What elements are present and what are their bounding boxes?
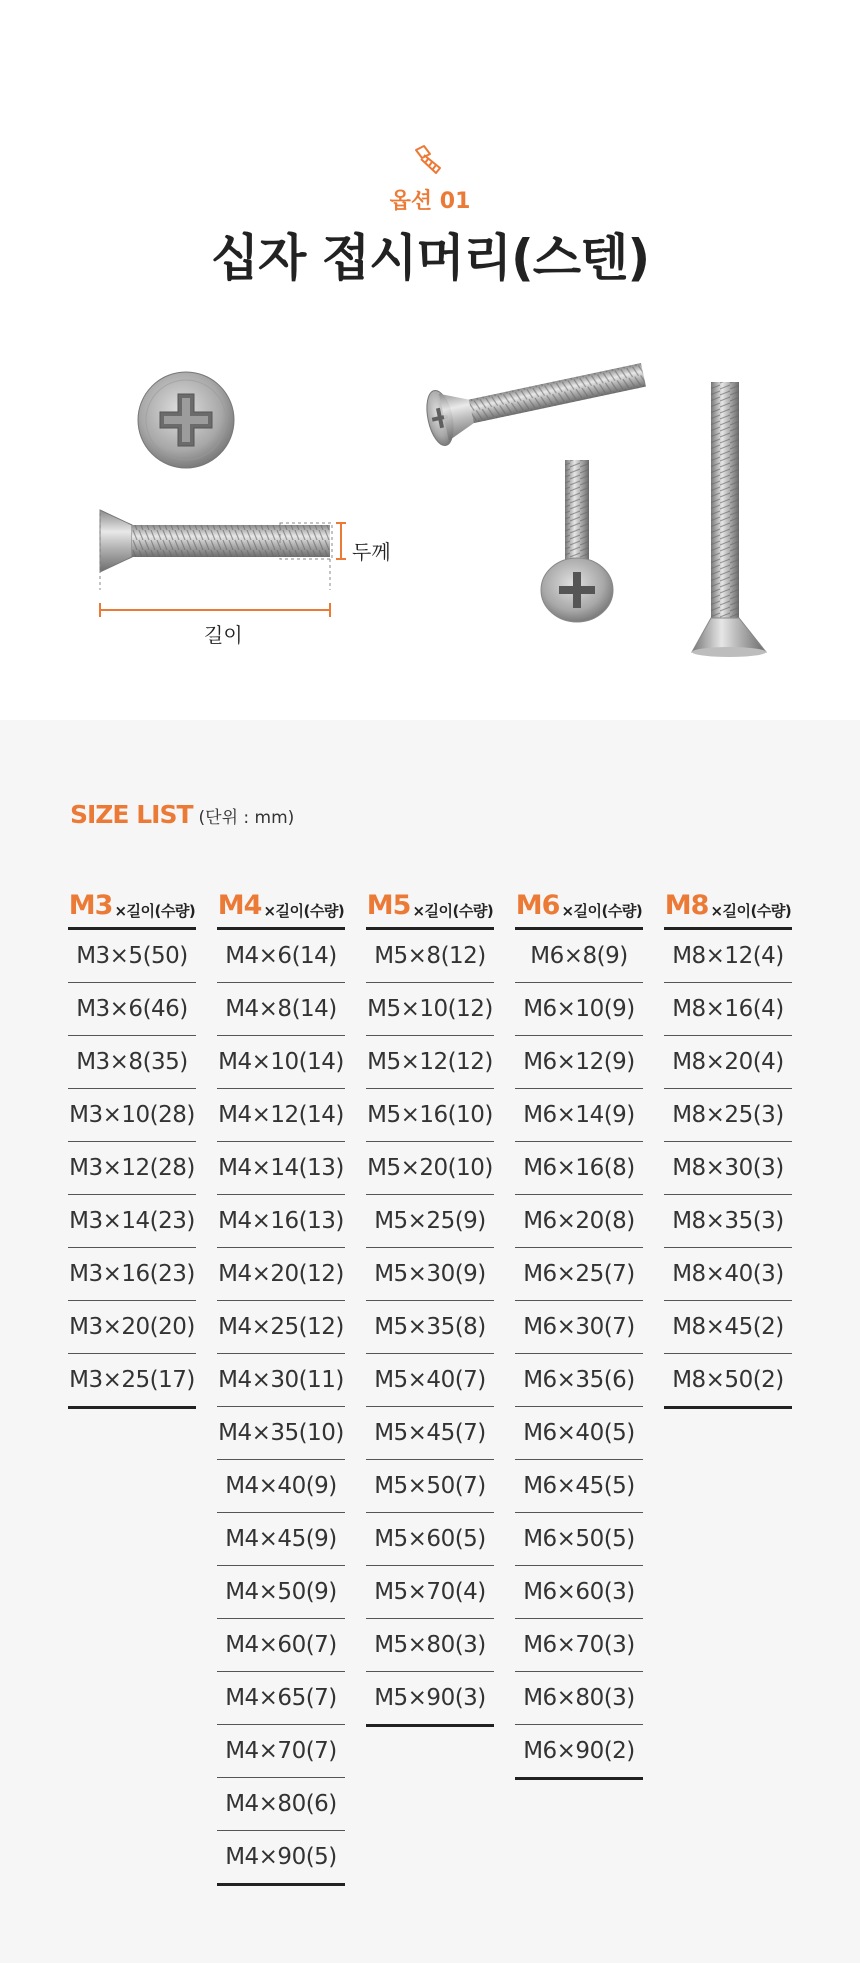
size-suffix: ×길이(수량) <box>710 902 792 920</box>
size-name: M5 <box>366 890 411 921</box>
size-item: M5×35(8) <box>366 1301 494 1354</box>
size-item: M6×14(9) <box>515 1089 643 1142</box>
size-column-header <box>366 884 494 930</box>
size-item: M8×45(2) <box>664 1301 792 1354</box>
size-item: M6×40(5) <box>515 1407 643 1460</box>
size-item: M4×80(6) <box>217 1778 345 1831</box>
size-item: M3×25(17) <box>68 1354 196 1409</box>
size-item: M4×65(7) <box>217 1672 345 1725</box>
screw-icon <box>412 144 448 176</box>
size-item: M6×60(3) <box>515 1566 643 1619</box>
screw-side-view <box>100 510 346 617</box>
size-column-m8 <box>664 884 792 1409</box>
size-item: M4×70(7) <box>217 1725 345 1778</box>
screw-illustration <box>0 360 860 660</box>
size-item: M4×30(11) <box>217 1354 345 1407</box>
size-item: M5×70(4) <box>366 1566 494 1619</box>
screw-head-top-view <box>138 372 234 468</box>
size-item: M5×40(7) <box>366 1354 494 1407</box>
size-item: M6×10(9) <box>515 983 643 1036</box>
size-item: M4×16(13) <box>217 1195 345 1248</box>
size-item: M3×6(46) <box>68 983 196 1036</box>
size-item: M4×6(14) <box>217 930 345 983</box>
size-item: M4×8(14) <box>217 983 345 1036</box>
size-item: M5×30(9) <box>366 1248 494 1301</box>
size-item: M6×35(6) <box>515 1354 643 1407</box>
size-column-m3 <box>68 884 196 1409</box>
size-item: M5×25(9) <box>366 1195 494 1248</box>
size-item: M8×25(3) <box>664 1089 792 1142</box>
size-item: M5×8(12) <box>366 930 494 983</box>
size-item: M4×60(7) <box>217 1619 345 1672</box>
screw-standing-view <box>692 382 766 657</box>
size-list-heading <box>70 800 294 829</box>
size-item: M8×16(4) <box>664 983 792 1036</box>
size-column-m5 <box>366 884 494 1727</box>
size-item: M6×8(9) <box>515 930 643 983</box>
size-item: M5×20(10) <box>366 1142 494 1195</box>
size-item: M8×30(3) <box>664 1142 792 1195</box>
size-column-m4 <box>217 884 345 1886</box>
product-option-header-section <box>0 0 860 720</box>
screw-angled-view <box>422 360 649 448</box>
size-list-title: SIZE LIST <box>70 800 193 829</box>
size-name: M4 <box>217 890 262 921</box>
size-suffix: ×길이(수량) <box>412 902 494 920</box>
size-item: M6×80(3) <box>515 1672 643 1725</box>
size-item: M4×45(9) <box>217 1513 345 1566</box>
size-item: M3×5(50) <box>68 930 196 983</box>
size-item: M5×60(5) <box>366 1513 494 1566</box>
size-column-header <box>515 884 643 930</box>
size-item: M5×10(12) <box>366 983 494 1036</box>
size-list-unit: (단위 : mm) <box>198 808 295 828</box>
size-item: M5×16(10) <box>366 1089 494 1142</box>
size-item: M8×20(4) <box>664 1036 792 1089</box>
size-item: M8×12(4) <box>664 930 792 983</box>
size-suffix: ×길이(수량) <box>263 902 345 920</box>
screw-front-view <box>541 460 613 622</box>
size-item: M4×50(9) <box>217 1566 345 1619</box>
size-item: M8×50(2) <box>664 1354 792 1409</box>
size-item: M4×12(14) <box>217 1089 345 1142</box>
size-item: M6×90(2) <box>515 1725 643 1780</box>
size-item: M6×12(9) <box>515 1036 643 1089</box>
size-item: M4×25(12) <box>217 1301 345 1354</box>
size-item: M6×45(5) <box>515 1460 643 1513</box>
size-item: M4×90(5) <box>217 1831 345 1886</box>
length-label: 길이 <box>204 623 243 647</box>
size-item: M5×50(7) <box>366 1460 494 1513</box>
size-suffix: ×길이(수량) <box>114 902 196 920</box>
size-column-header <box>68 884 196 930</box>
size-item: M3×16(23) <box>68 1248 196 1301</box>
size-item: M6×20(8) <box>515 1195 643 1248</box>
size-item: M8×40(3) <box>664 1248 792 1301</box>
size-item: M6×50(5) <box>515 1513 643 1566</box>
size-name: M8 <box>664 890 709 921</box>
size-item: M5×90(3) <box>366 1672 494 1727</box>
product-title: 십자 접시머리(스텐) <box>210 229 650 287</box>
size-item: M6×25(7) <box>515 1248 643 1301</box>
size-item: M5×12(12) <box>366 1036 494 1089</box>
size-item: M3×20(20) <box>68 1301 196 1354</box>
size-item: M6×70(3) <box>515 1619 643 1672</box>
size-name: M6 <box>515 890 560 921</box>
size-item: M4×40(9) <box>217 1460 345 1513</box>
size-item: M3×8(35) <box>68 1036 196 1089</box>
size-suffix: ×길이(수량) <box>561 902 643 920</box>
size-column-m6 <box>515 884 643 1780</box>
size-item: M5×80(3) <box>366 1619 494 1672</box>
size-column-header <box>217 884 345 930</box>
size-item: M4×14(13) <box>217 1142 345 1195</box>
size-item: M5×45(7) <box>366 1407 494 1460</box>
option-label: 옵션 01 <box>389 189 471 214</box>
size-item: M3×14(23) <box>68 1195 196 1248</box>
size-item: M3×10(28) <box>68 1089 196 1142</box>
size-item: M4×35(10) <box>217 1407 345 1460</box>
size-item: M6×30(7) <box>515 1301 643 1354</box>
size-name: M3 <box>68 890 113 921</box>
size-column-header <box>664 884 792 930</box>
thickness-label: 두께 <box>352 540 391 564</box>
size-item: M4×10(14) <box>217 1036 345 1089</box>
size-item: M6×16(8) <box>515 1142 643 1195</box>
size-item: M4×20(12) <box>217 1248 345 1301</box>
size-item: M3×12(28) <box>68 1142 196 1195</box>
size-item: M8×35(3) <box>664 1195 792 1248</box>
